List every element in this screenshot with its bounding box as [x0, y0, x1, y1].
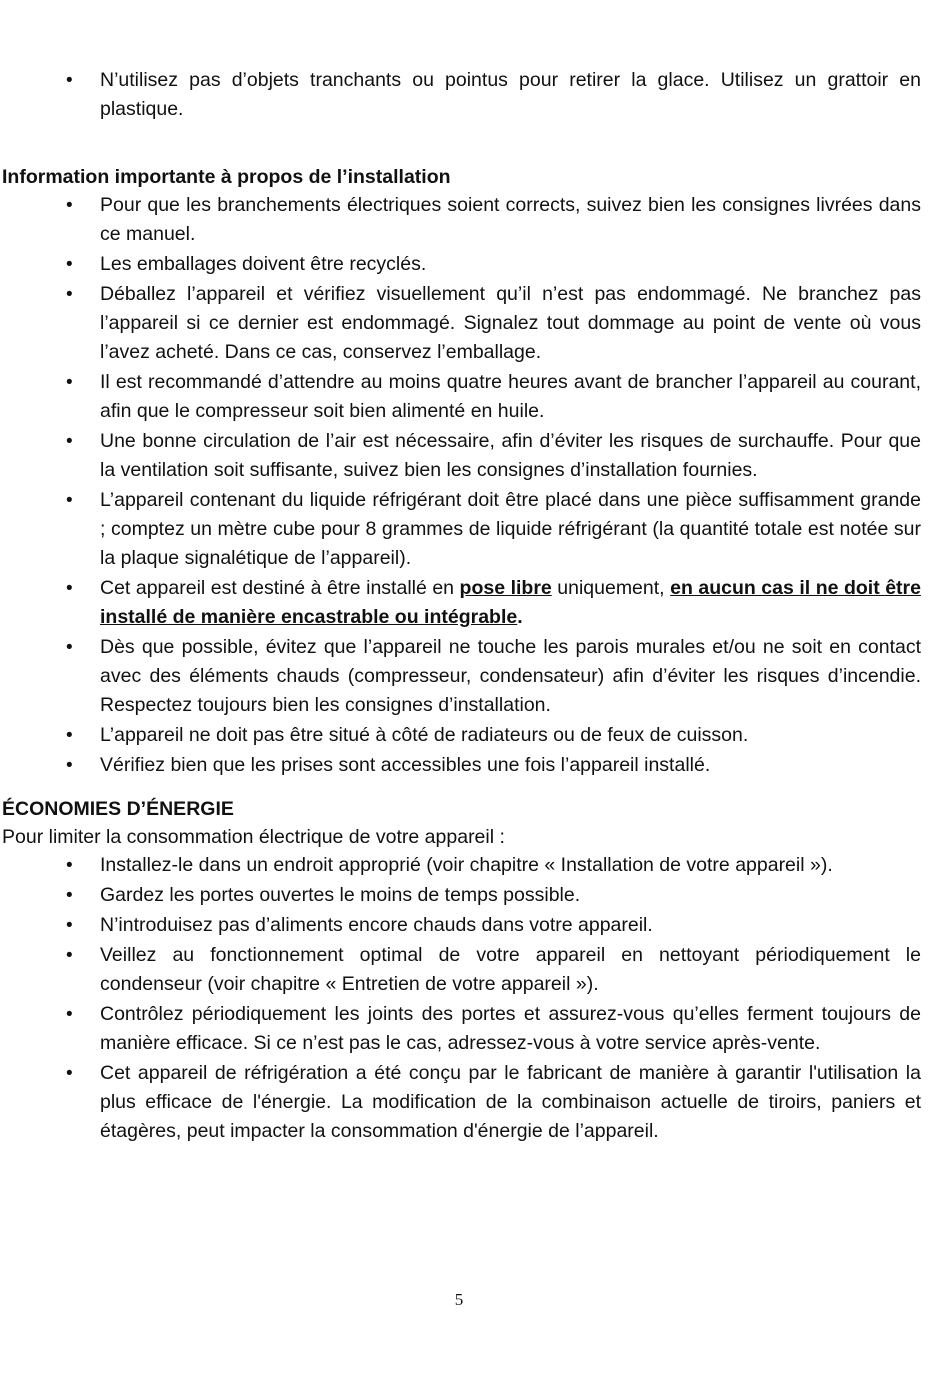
list-item: • Installez-le dans un endroit approprié (voir chapitre « Installation de votre appareil »).: [0, 851, 921, 880]
list-item: • L’appareil ne doit pas être situé à côté de radiateurs ou de feux de cuisson.: [0, 721, 921, 750]
list-item: • Il est recommandé d’attendre au moins quatre heures avant de brancher l’appareil au courant, afin que le compresseur soit bien alimenté en huile.: [0, 368, 921, 426]
list-item-freestanding: [0, 574, 921, 632]
energy-section: [0, 795, 950, 1147]
list-item: • Déballez l’appareil et vérifiez visuellement qu’il n’est pas endommagé. Ne branchez pas l’appareil si ce dernier est endommagé. Signalez tout dommage au point de vente où vous l’avez acheté. Dans ce cas, conservez l’emballage.: [0, 280, 921, 367]
list-item: • Cet appareil de réfrigération a été conçu par le fabricant de manière à garantir l'utilisation la plus efficace de l'énergie. La modification de la combinaison actuelle de tiroirs, paniers et étagères, peut impacter la consommation d'énergie de l’appareil.: [0, 1059, 921, 1146]
emphasis-pose-libre: pose libre: [459, 577, 552, 599]
text-fragment: .: [517, 606, 523, 628]
list-item: • Veillez au fonctionnement optimal de votre appareil en nettoyant périodiquement le condenseur (voir chapitre « Entretien de votre appareil »).: [0, 941, 921, 999]
top-section: [0, 66, 950, 125]
list-item: • Vérifiez bien que les prises sont accessibles une fois l’appareil installé.: [0, 751, 921, 780]
list-item: • L’appareil contenant du liquide réfrigérant doit être placé dans une pièce suffisamment grande ; comptez un mètre cube pour 8 grammes de liquide réfrigérant (la quantité totale est notée sur la plaque signalétique de l’appareil).: [0, 486, 921, 573]
top-bullet-list: [0, 66, 950, 124]
list-item: • Gardez les portes ouvertes le moins de temps possible.: [0, 881, 921, 910]
text-fragment: Cet appareil est destiné à être installé en: [100, 577, 460, 599]
energy-intro: Pour limiter la consommation électrique de votre appareil :: [2, 826, 505, 848]
list-item: • N’utilisez pas d’objets tranchants ou pointus pour retirer la glace. Utilisez un grattoir en plastique.: [0, 66, 921, 124]
list-item: • Contrôlez périodiquement les joints des portes et assurez-vous qu’elles ferment toujours de manière efficace. Si ce n’est pas le cas, adressez-vous à votre service après-vente.: [0, 1000, 921, 1058]
list-item: • Les emballages doivent être recyclés.: [0, 250, 921, 279]
energy-heading: ÉCONOMIES D’ÉNERGIE: [2, 798, 234, 820]
list-item: • Pour que les branchements électriques soient corrects, suivez bien les consignes livrées dans ce manuel.: [0, 191, 921, 249]
list-item: • Dès que possible, évitez que l’appareil ne touche les parois murales et/ou ne soit en contact avec des éléments chauds (compresseur, condensateur) afin d’éviter les risques d’incendie. Respectez toujours bien les consignes d’installation.: [0, 633, 921, 720]
text-fragment: uniquement,: [551, 577, 671, 599]
list-item: • Une bonne circulation de l’air est nécessaire, afin d’éviter les risques de surchauffe. Pour que la ventilation soit suffisante, suivez bien les consignes d’installation fournies.: [0, 427, 921, 485]
page-number: 5: [454, 1290, 464, 1309]
emphasis-not-built-in: en aucun cas il ne doit être installé de manière encastrable ou intégrable: [100, 577, 921, 628]
installation-heading: Information importante à propos de l’installation: [2, 166, 451, 188]
list-item: • N’introduisez pas d’aliments encore chauds dans votre appareil.: [0, 911, 921, 940]
energy-bullet-list: [0, 851, 950, 1146]
installation-bullet-list: [0, 191, 950, 780]
installation-section: [0, 163, 950, 781]
